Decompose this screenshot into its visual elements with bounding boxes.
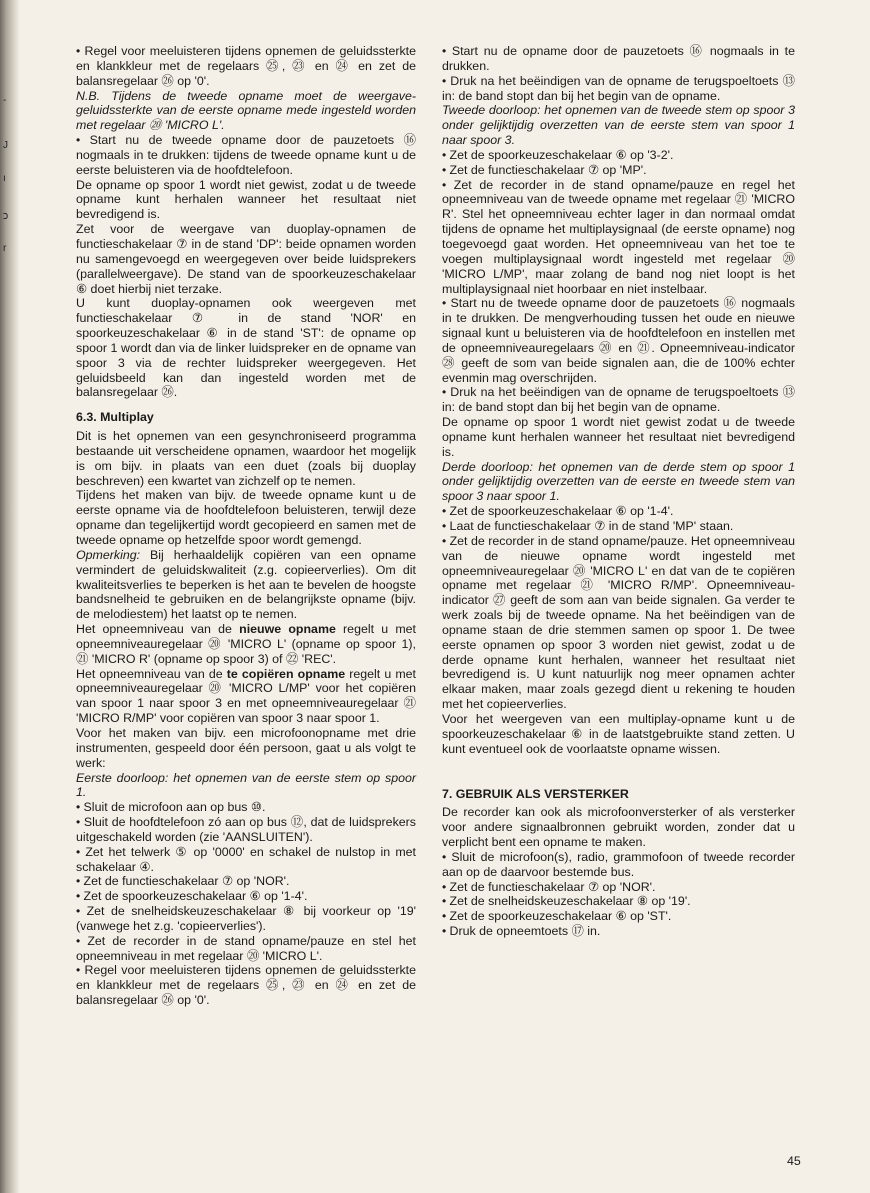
paragraph: Het opneemniveau van de nieuwe opname regelt u met opneemniveauregelaar ⑳ 'MICRO L' (opname op spoor 1), ㉑ 'MICRO R' (opname op spoor 3) of ㉒ 'REC'.: [76, 622, 417, 666]
bullet-item: • Zet de recorder in de stand opname/pauze en stel het opneemniveau in met regelaar ⑳ 'MICRO L'.: [76, 934, 416, 964]
italic-paragraph: Tweede doorloop: het opnemen van de tweede stem op spoor 3 onder gelijktijdig overzetten van de eerste stem van spoor 1 naar spoor 3.: [442, 103, 795, 148]
bullet-item: • Zet de functieschakelaar ⑦ op 'MP'.: [442, 163, 795, 178]
bullet-item: • Druk na het beëindigen van de opname de terugspoeltoets ⑬ in: de band stopt dan bij het begin van de opname.: [442, 74, 795, 104]
page-number: 45: [787, 1154, 801, 1168]
paragraph: De opname op spoor 1 wordt niet gewist zodat u de tweede opname kunt herhalen wanneer het resultaat niet bevredigend is.: [442, 415, 795, 459]
left-column: [76, 44, 416, 1008]
paragraph: De opname op spoor 1 wordt niet gewist, zodat u de tweede opname kunt herhalen wanneer het resultaat niet bevredigend is.: [76, 177, 416, 222]
bullet-item: • Start nu de tweede opname door de pauzetoets ⑯ nogmaals in te drukken: tijdens de tweede opname kunt u de eerste beluisteren via de hoofdtelefoon.: [76, 133, 416, 178]
bullet-item: • Zet de functieschakelaar ⑦ op 'NOR'.: [442, 880, 795, 895]
margin-mark: r: [3, 243, 7, 254]
bullet-item: • Zet de recorder in de stand opname/pauze. Het opneemniveau van de nieuwe opname wordt ingesteld met opneemniveauregelaar ⑳ 'MICRO L' en dat van de te copiëren opname met regelaar ㉑ 'MICRO R/MP'. Opneemniveau-indicator ㉗ geeft de som aan van beide signalen. Ga verder te werk zoals bij de tweede opname. Na het beëindigen van de opname staan de drie stemmen samen op spoor 1. De twee eerste opnamen op spoor 3 worden niet gewist, zodat u de derde opname kunt herhalen, wanneer het resultaat niet bevredigend is. U kunt natuurlijk nog meer opnamen achter elkaar maken, maar zoals gezegd dient u rekening te houden met het copieerverlies.: [442, 534, 795, 712]
bullet-item: • Regel voor meeluisteren tijdens opnemen de geluidssterkte en klankkleur met de regelaars ㉕, ㉓ en ㉔ en zet de balansregelaar ㉖ op '0'.: [76, 44, 416, 89]
bullet-item: • Zet de spoorkeuzeschakelaar ⑥ op '1-4'.: [442, 504, 795, 519]
paragraph: Dit is het opnemen van een gesynchroniseerd programma bestaande uit verscheidene opnamen, waardoor het mogelijk is om bijv. in plaats van een duet (zoals bij duoplay beschreven) een kwartet van zichzelf op te nemen.: [76, 429, 416, 488]
paragraph-spacer: [76, 400, 416, 410]
bullet-item: • Zet de spoorkeuzeschakelaar ⑥ op '3-2'.: [442, 148, 795, 163]
margin-mark: ı: [3, 173, 6, 184]
paragraph: Voor het weergeven van een multiplay-opname kunt u de spoorkeuzeschakelaar ⑥ in de laatstgebruikte stand zetten. U kunt eventueel ook de voorlaatste opname wissen.: [442, 711, 795, 756]
margin-mark: J: [3, 140, 8, 151]
bullet-item: • Zet de spoorkeuzeschakelaar ⑥ op '1-4'.: [76, 889, 416, 904]
bullet-item: • Druk de opneemtoets ⑰ in.: [442, 924, 795, 939]
paragraph: Voor het maken van bijv. een microfoonopname met drie instrumenten, gespeeld door één persoon, gaat u als volgt te werk:: [76, 725, 416, 770]
bullet-item: • Zet de snelheidskeuzeschakelaar ⑧ bij voorkeur op '19' (vanwege het z.g. 'copieerverlies').: [76, 904, 416, 934]
bullet-item: • Laat de functieschakelaar ⑦ in de stand 'MP' staan.: [442, 519, 795, 534]
paragraph: De recorder kan ook als microfoonversterker of als versterker voor andere signaalbronnen gebruikt worden, zonder dat u verplicht bent een opname te maken.: [442, 805, 795, 850]
paragraph-spacer: [442, 757, 795, 787]
bullet-item: • Sluit de hoofdtelefoon zó aan op bus ⑫, dat de luidsprekers uitgeschakeld worden (zie 'AANSLUITEN').: [76, 815, 416, 845]
bullet-item: • Sluit de microfoon aan op bus ⑩.: [76, 800, 416, 815]
paragraph: Opmerking: Bij herhaaldelijk copiëren van een opname vermindert de geluidskwaliteit (z.g. copieerverlies). Om dit kwaliteitsverlies te beperken is het aan te bevelen de hoogste bandsnelheid te gebruiken en de belangrijkste opname (bijv. de melodiestem) het laatst op te nemen.: [76, 547, 416, 622]
italic-paragraph: Derde doorloop: het opnemen van de derde stem op spoor 1 onder gelijktijdig overzetten van de eerste en tweede stem van spoor 3 naar spoor 1.: [442, 459, 795, 504]
italic-paragraph: Eerste doorloop: het opnemen van de eerste stem op spoor 1.: [76, 770, 416, 800]
italic-paragraph: N.B. Tijdens de tweede opname moet de weergave- geluidssterkte van de eerste opname mede ingesteld worden met regelaar ⑳ 'MICRO L'.: [76, 88, 416, 133]
margin-mark: -: [3, 95, 7, 106]
section-heading: 7. GEBRUIK ALS VERSTERKER: [442, 786, 629, 801]
bullet-item: • Druk na het beëindigen van de opname de terugspoeltoets ⑬ in: de band stopt dan bij het begin van de opname.: [442, 385, 795, 415]
bullet-item: • Zet de snelheidskeuzeschakelaar ⑧ op '19'.: [442, 894, 795, 909]
margin-mark: כ: [3, 211, 9, 222]
bullet-item: • Sluit de microfoon(s), radio, grammofoon of tweede recorder aan op de daarvoor bestemde bus.: [442, 850, 795, 880]
bullet-item: • Regel voor meeluisteren tijdens opnemen de geluidssterkte en klankkleur met de regelaars ㉕, ㉓ en ㉔ en zet de balansregelaar ㉖ op '0'.: [76, 963, 416, 1008]
bullet-item: • Zet het telwerk ⑤ op '0000' en schakel de nulstop in met schakelaar ④.: [76, 845, 416, 875]
bullet-item: • Start nu de tweede opname door de pauzetoets ⑯ nogmaals in te drukken. De mengverhouding tussen het oude en nieuwe signaal kunt u beluisteren via de hoofdtelefoon en instellen met de opneemniveauregelaars ⑳ en ㉑. Opneemniveau-indicator ㉘ geeft de som van beide signalen aan, die de 100% echter evenmin mag overschrijden.: [442, 296, 795, 385]
section-heading: 6.3. Multiplay: [76, 410, 154, 425]
bullet-item: • Zet de spoorkeuzeschakelaar ⑥ op 'ST'.: [442, 909, 795, 924]
paragraph: Tijdens het maken van bijv. de tweede opname kunt u de eerste opname via de hoofdtelefoon beluisteren, terwijl deze opname dan tegelijkertijd wordt gecopieerd en samen met de tweede opname op hetzelfde spoor wordt gemengd.: [76, 488, 416, 547]
bullet-item: • Zet de functieschakelaar ⑦ op 'NOR'.: [76, 874, 416, 889]
paragraph: U kunt duoplay-opnamen ook weergeven met functieschakelaar ⑦ in de stand 'NOR' en spoorkeuzeschakelaar ⑥ in de stand 'ST': de opname op spoor 1 wordt dan via de linker luidspreker en de opname van spoor 3 via de rechter luidspreker weergegeven. Het geluidsbeeld kan dan ingesteld worden met de balansregelaar ㉖.: [76, 296, 416, 400]
bullet-item: • Zet de recorder in de stand opname/pauze en regel het opneemniveau van de tweede opname met regelaar ㉑ 'MICRO R'. Stel het opneemniveau echter lager in dan normaal omdat tijdens de opname het multiplaysignaal (de eerste opname) nog toegevoegd gaat worden. Het opneemniveau van het toe te voegen multiplaysignaal wordt ingesteld met regelaar ⑳ 'MICRO L/MP', maar zolang de band nog niet loopt is het multiplaysignaal niet hoorbaar en niet instelbaar.: [442, 178, 795, 297]
margin-marks: [3, 0, 13, 300]
paragraph: Het opneemniveau van de te copiëren opname regelt u met opneemniveauregelaar ⑳ 'MICRO L/MP' voor het copiëren van spoor 1 naar spoor 3 en met opneemniveauregelaar ㉑ 'MICRO R/MP' voor copiëren van spoor 3 naar spoor 1.: [76, 666, 416, 726]
right-column: [442, 44, 795, 939]
bullet-item: • Start nu de opname door de pauzetoets ⑯ nogmaals in te drukken.: [442, 44, 795, 74]
paragraph: Zet voor de weergave van duoplay-opnamen de functieschakelaar ⑦ in de stand 'DP': beide opnamen worden nu samengevoegd en weergegeven over beide luidsprekers (parallelweergave). De stand van de spoorkeuzeschakelaar ⑥ doet hierbij niet terzake.: [76, 222, 416, 296]
